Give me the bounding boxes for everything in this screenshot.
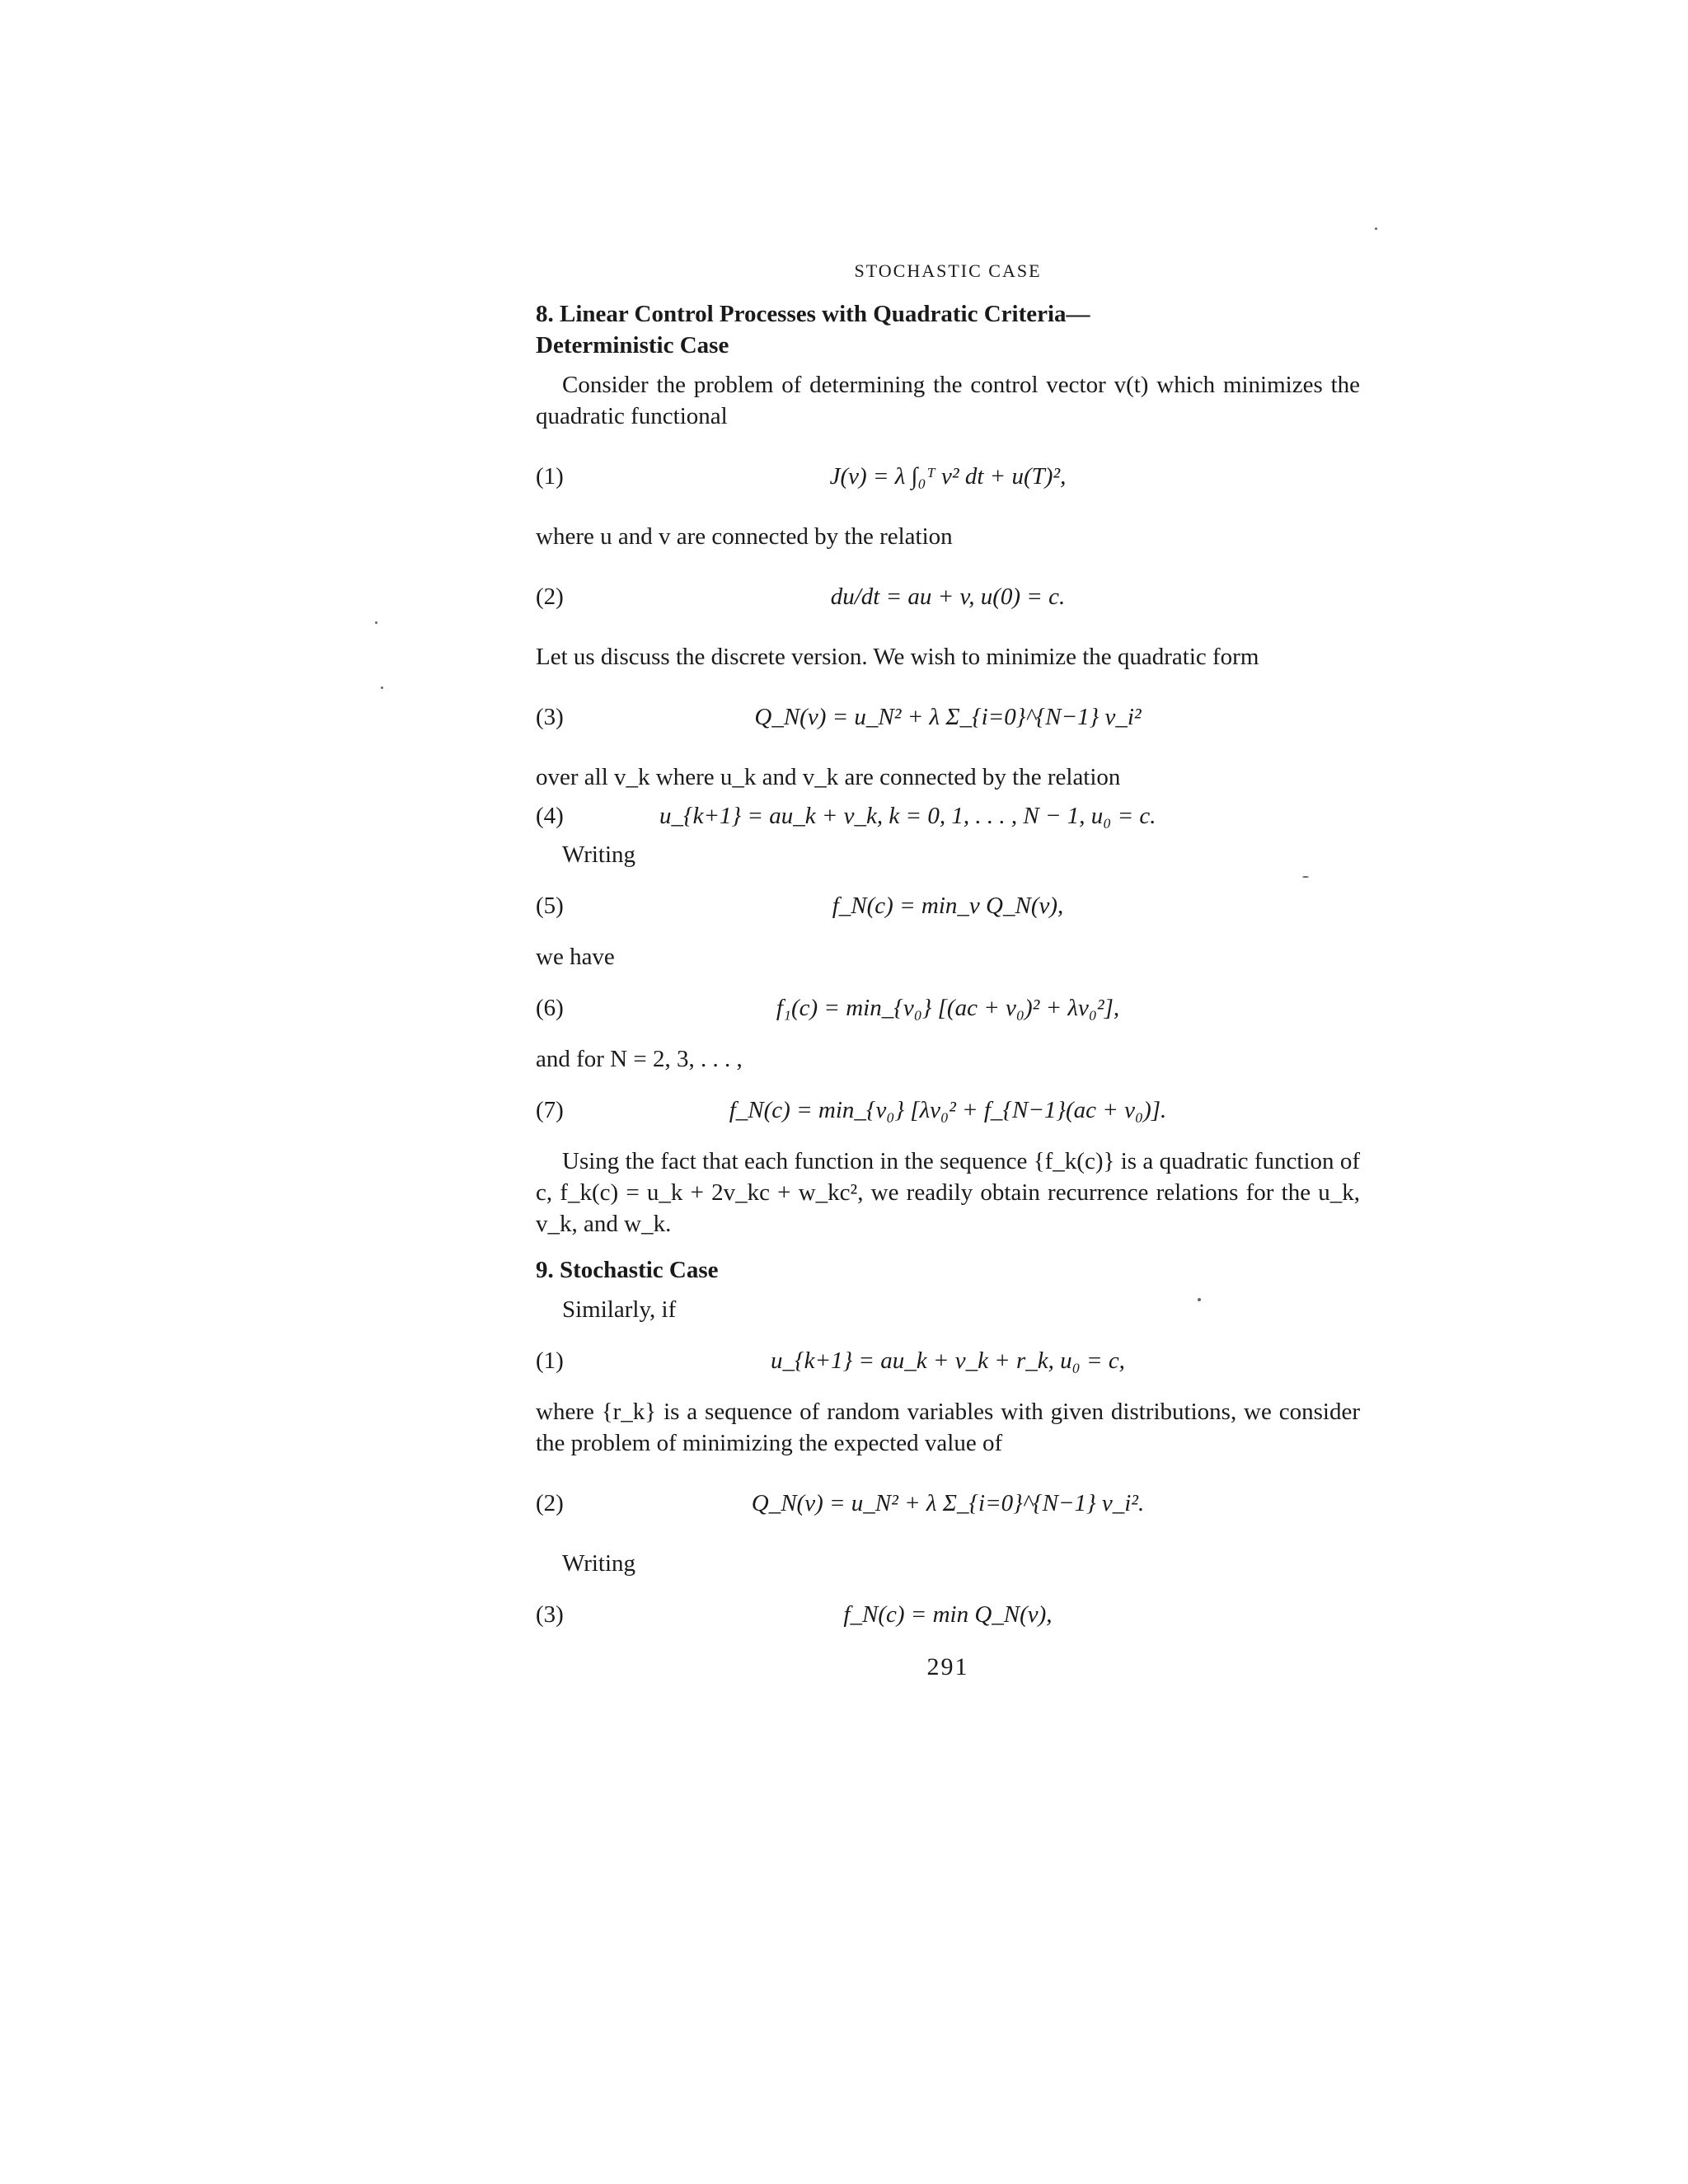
equation-body: f₁(c) = min_{v₀} [(ac + v₀)² + λv₀²],	[776, 995, 1120, 1021]
equation-8-3	[536, 679, 1360, 755]
equation-9-3	[536, 1586, 1360, 1643]
equation-number: (4)	[536, 803, 564, 829]
section-8-text: and for N = 2, 3, . . . ,	[536, 1046, 743, 1072]
equation-body: Q_N(v) = u_N² + λ Σ_{i=0}^{N−1} v_i².	[751, 1490, 1145, 1516]
equation-number: (3)	[536, 1601, 564, 1628]
page-number: 291	[926, 1653, 969, 1680]
section-8-text: over all v_k where u_k and v_k are connected by the relation	[536, 764, 1121, 790]
section-9-heading: 9. Stochastic Case	[536, 1257, 719, 1283]
equation-body: u_{k+1} = au_k + v_k, k = 0, 1, . . . , N − 1, u₀ = c.	[659, 803, 1156, 829]
running-head: STOCHASTIC CASE	[854, 260, 1042, 281]
equation-8-5	[536, 877, 1360, 935]
scan-speck	[375, 621, 377, 624]
section-9-text: where {r_k} is a sequence of random variables with given distributions, we consider the problem of minimizing the expected value of	[536, 1399, 1360, 1456]
section-9-text: Similarly, if	[562, 1296, 677, 1323]
equation-number: (1)	[536, 1347, 564, 1374]
equation-number: (1)	[536, 463, 564, 490]
equation-8-4	[536, 796, 1360, 836]
section-8-intro: Consider the problem of determining the control vector v(t) which minimizes the quadratic functional	[536, 372, 1360, 429]
scan-speck	[381, 687, 383, 689]
equation-body: du/dt = au + v, u(0) = c.	[830, 583, 1066, 610]
section-8-text: Let us discuss the discrete version. We wish to minimize the quadratic form	[536, 644, 1259, 670]
section-8-heading-line2: Deterministic Case	[536, 332, 729, 359]
equation-body: f_N(c) = min_v Q_N(v),	[832, 893, 1064, 919]
equation-8-2	[536, 559, 1360, 635]
equation-number: (7)	[536, 1097, 564, 1123]
equation-9-1	[536, 1332, 1360, 1390]
equation-body: J(v) = λ ∫₀ᵀ v² dt + u(T)²,	[829, 463, 1067, 490]
equation-8-1	[536, 438, 1360, 514]
equation-body: Q_N(v) = u_N² + λ Σ_{i=0}^{N−1} v_i²	[754, 704, 1142, 730]
section-8-heading	[536, 298, 1360, 361]
equation-number: (2)	[536, 1490, 564, 1516]
equation-body: f_N(c) = min_{v₀} [λv₀² + f_{N−1}(ac + v₀)].	[729, 1097, 1167, 1123]
scan-speck	[1375, 227, 1377, 230]
section-8-heading-line1: 8. Linear Control Processes with Quadratic Criteria—	[536, 301, 1090, 327]
section-8-closing: Using the fact that each function in the sequence {f_k(c)} is a quadratic function of c, f_k(c) = u_k + 2v_kc + w_kc², we readily obtain recurrence relations for the u_k, v_k, and w_k.	[536, 1148, 1360, 1237]
equation-8-7	[536, 1081, 1360, 1139]
section-8-text: where u and v are connected by the relation	[536, 523, 953, 550]
equation-9-2	[536, 1465, 1360, 1541]
equation-number: (6)	[536, 995, 564, 1021]
equation-number: (5)	[536, 893, 564, 919]
equation-number: (2)	[536, 583, 564, 610]
equation-number: (3)	[536, 704, 564, 730]
section-9-text: Writing	[562, 1550, 636, 1577]
section-8-text: we have	[536, 944, 615, 970]
equation-body: u_{k+1} = au_k + v_k + r_k, u₀ = c,	[771, 1347, 1125, 1374]
book-page	[536, 255, 1360, 1683]
section-8-text: Writing	[562, 841, 636, 868]
equation-body: f_N(c) = min Q_N(v),	[843, 1601, 1053, 1628]
equation-8-6	[536, 979, 1360, 1037]
